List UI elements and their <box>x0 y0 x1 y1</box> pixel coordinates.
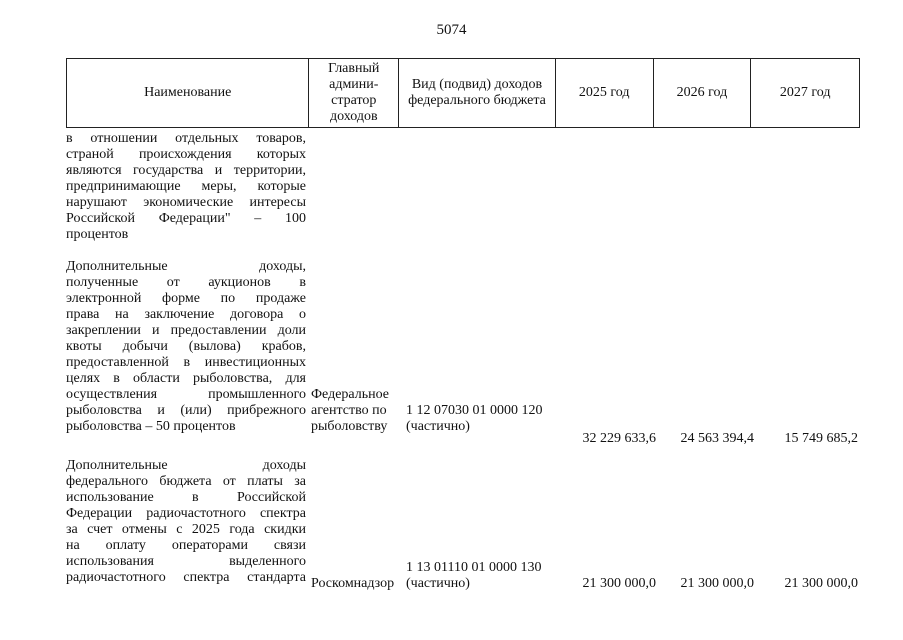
row-name-line: федерального бюджета от платы за <box>66 474 306 489</box>
row-name-line: рыболовства – 50 процентов <box>66 419 236 434</box>
header-admin-line: админи- <box>329 77 379 92</box>
row-kind-line: (частично) <box>406 419 470 434</box>
row-admin-line: агентство по <box>311 403 387 418</box>
row-2027-value: 21 300 000,0 <box>784 576 858 591</box>
row-name-line: права на заключение договора о <box>66 307 306 322</box>
header-2026: 2026 год <box>654 59 752 127</box>
row-name-line: использования выделенного <box>66 554 306 569</box>
row-name-line: в отношении отдельных товаров, <box>66 131 306 146</box>
row-2027-value: 15 749 685,2 <box>784 431 858 446</box>
row-name-line: использование в Российской <box>66 490 306 505</box>
row-name-line: Российской Федерации" – 100 <box>66 211 306 226</box>
header-admin-line: Главный <box>328 61 380 76</box>
row-2026-value: 24 563 394,4 <box>680 431 754 446</box>
header-kind-line: Вид (подвид) доходов <box>411 77 543 92</box>
row-name-line: полученные от аукционов в <box>66 275 306 290</box>
header-kind <box>399 59 556 127</box>
header-admin <box>309 59 399 127</box>
row-kind <box>406 403 543 435</box>
header-name: Наименование <box>67 59 309 127</box>
header-kind-line: федерального бюджета <box>408 93 546 108</box>
row-kind <box>406 560 541 592</box>
row-2025-value: 21 300 000,0 <box>582 576 656 591</box>
row-name-line: нарушают экономические интересы <box>66 195 306 210</box>
row-name-line: предоставленной в инвестиционных <box>66 355 306 370</box>
row-kind-line: 1 12 07030 01 0000 120 <box>406 403 543 418</box>
row-name-line: Дополнительные доходы, <box>66 259 306 274</box>
row-name-line: радиочастотного спектра стандарта <box>66 570 306 585</box>
row-name <box>66 131 306 243</box>
page-number: 5074 <box>436 22 467 38</box>
header-admin-line: доходов <box>329 109 378 124</box>
row-kind-line: (частично) <box>406 576 470 591</box>
row-admin-line: рыболовству <box>311 419 388 434</box>
row-kind-line: 1 13 01110 01 0000 130 <box>406 560 542 575</box>
row-name-line: являются государства и территории, <box>66 163 306 178</box>
row-name-line: Федерации радиочастотного спектра <box>66 506 306 521</box>
row-name-line: Дополнительные доходы <box>66 458 306 473</box>
row-name <box>66 259 306 435</box>
row-2025-value: 32 229 633,6 <box>582 431 656 446</box>
row-admin <box>311 387 389 435</box>
row-admin-line: Роскомнадзор <box>311 576 395 591</box>
row-name-line: за счет отмены с 2025 года скидки <box>66 522 306 537</box>
table-header <box>66 58 860 128</box>
row-2026-value: 21 300 000,0 <box>680 576 754 591</box>
row-name-line: страной происхождения которых <box>66 147 306 162</box>
row-name-line: процентов <box>66 227 129 242</box>
header-admin-line: стратор <box>331 93 377 108</box>
row-name-line: предпринимающие меры, которые <box>66 179 306 194</box>
row-name-line: электронной форме по продаже <box>66 291 306 306</box>
row-name <box>66 458 306 586</box>
row-name-line: рыболовства и (или) прибрежного <box>66 403 306 418</box>
row-name-line: закреплении и предоставлении доли <box>66 323 306 338</box>
row-admin <box>311 576 394 592</box>
row-name-line: на оплату операторами связи <box>66 538 306 553</box>
row-name-line: осуществления промышленного <box>66 387 306 402</box>
row-name-line: целях в области рыболовства, для <box>66 371 306 386</box>
row-name-line: квоты добычи (вылова) крабов, <box>66 339 306 354</box>
row-admin-line: Федеральное <box>311 387 390 402</box>
header-2025: 2025 год <box>556 59 654 127</box>
header-2027: 2027 год <box>779 85 831 100</box>
